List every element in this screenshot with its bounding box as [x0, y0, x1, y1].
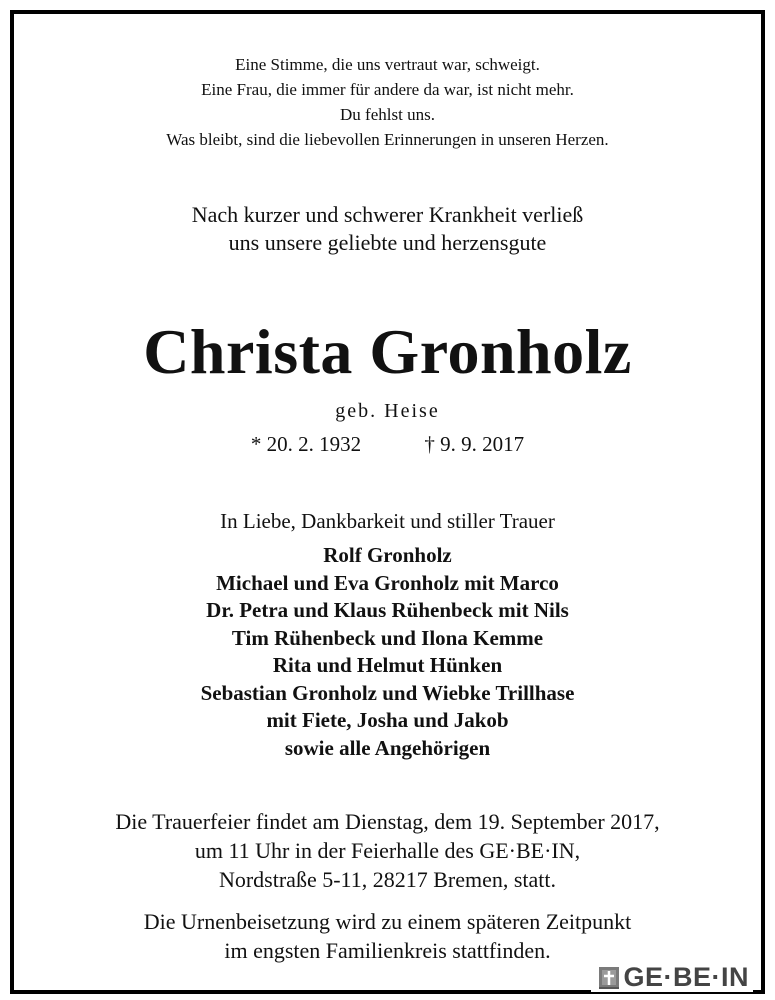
poem-line: Eine Stimme, die uns vertraut war, schweigt.: [235, 55, 540, 74]
funeral-info: [14, 807, 761, 894]
intro-line: uns unsere geliebte und herzensgute: [228, 230, 547, 255]
family-member: sowie alle Angehörigen: [284, 735, 491, 760]
urn-line: im engsten Familienkreis stattfinden.: [224, 938, 551, 963]
intro-line: Nach kurzer und schwerer Krankheit verließ: [191, 202, 584, 227]
poem-line: Eine Frau, die immer für andere da war, ist nicht mehr.: [201, 80, 574, 99]
family-member: Michael und Eva Gronholz mit Marco: [216, 570, 559, 595]
obituary-frame: [10, 10, 765, 994]
family-member: Tim Rühenbeck und Ilona Kemme: [231, 625, 544, 650]
poem: [14, 52, 761, 152]
deceased-name: Christa Gronholz: [143, 316, 632, 387]
family-member: Rolf Gronholz: [323, 543, 452, 567]
birth-date: * 20. 2. 1932: [250, 432, 362, 456]
family-member: Dr. Petra und Klaus Rühenbeck mit Nils: [206, 598, 569, 622]
maiden-name: geb. Heise: [335, 400, 440, 422]
family-member: Sebastian Gronholz und Wiebke Trillhase: [200, 680, 575, 705]
grief-line: In Liebe, Dankbarkeit und stiller Trauer: [220, 509, 555, 533]
funeral-line: um 11 Uhr in der Feierhalle des GE·BE·IN,: [194, 838, 581, 863]
urn-info: [14, 907, 761, 965]
funeral-home-logo-icon: [597, 964, 621, 990]
funeral-line: Die Trauerfeier findet am Dienstag, dem 19. September 2017,: [115, 809, 660, 834]
poem-line: Du fehlst uns.: [340, 105, 435, 124]
funeral-line: Nordstraße 5-11, 28217 Bremen, statt.: [218, 867, 557, 892]
intro-text: [14, 201, 761, 257]
urn-line: Die Urnenbeisetzung wird zu einem späteren Zeitpunkt: [143, 909, 632, 934]
logo-text: GE·BE·IN: [623, 962, 749, 992]
death-date: † 9. 9. 2017: [424, 432, 525, 456]
family-member: mit Fiete, Josha und Jakob: [266, 708, 509, 732]
family-member: Rita und Helmut Hünken: [272, 653, 503, 677]
life-dates: [14, 430, 761, 458]
poem-line: Was bleibt, sind die liebevollen Erinnerungen in unseren Herzen.: [166, 130, 609, 149]
family-list: [14, 542, 761, 762]
gebein-logo: [591, 962, 754, 992]
